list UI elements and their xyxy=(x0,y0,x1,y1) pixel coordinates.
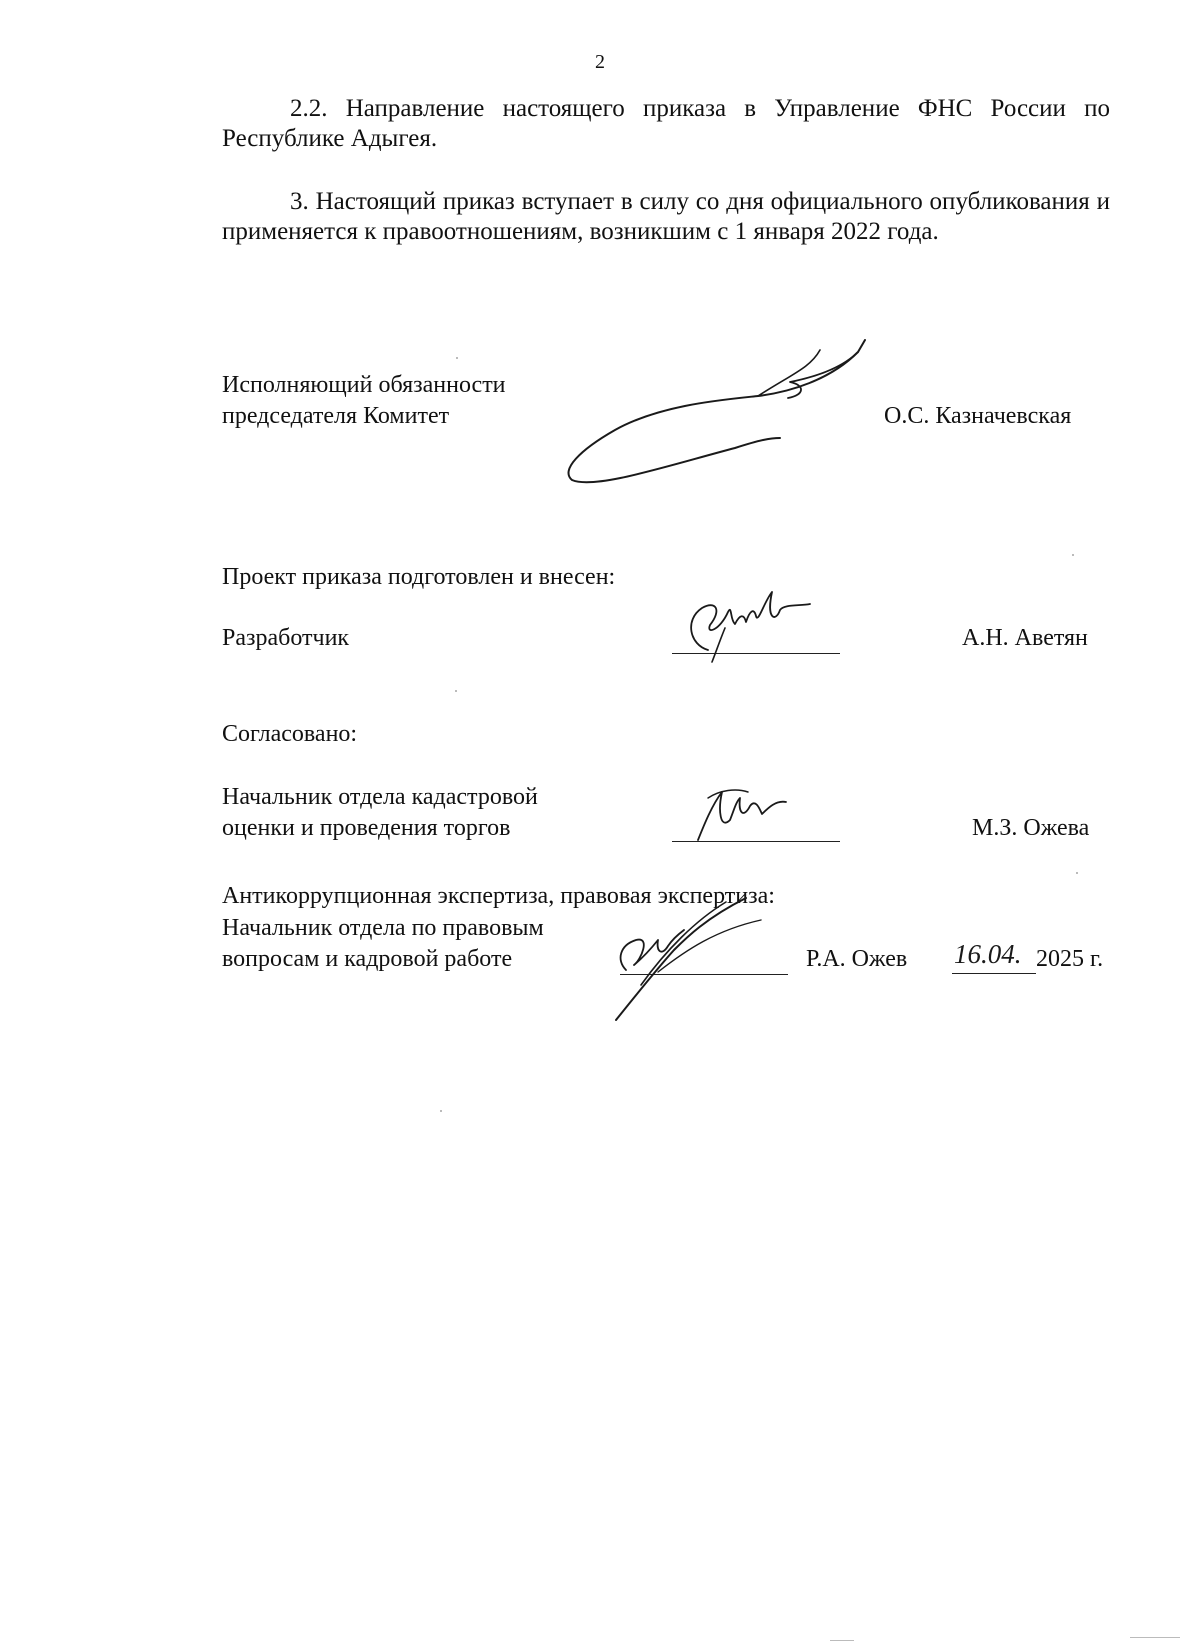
expertise-heading: Антикоррупционная экспертиза, правовая экспертиза: xyxy=(222,883,775,909)
agreed-heading: Согласовано: xyxy=(222,721,358,747)
scan-speck xyxy=(1130,1637,1180,1638)
scan-speck xyxy=(440,1110,442,1112)
handwritten-date: 16.04. xyxy=(954,939,1022,969)
expertise-name: Р.А. Ожев xyxy=(806,946,908,972)
signatory-title-line1: Исполняющий обязанности xyxy=(222,372,506,398)
expertise-role-line2: вопросам и кадровой работе xyxy=(222,946,513,972)
scan-speck xyxy=(455,690,457,692)
signature-chairman xyxy=(560,330,880,490)
signatory-title-line2: председателя Комитет xyxy=(222,403,450,429)
date-year: 2025 г. xyxy=(1036,946,1104,972)
scan-speck xyxy=(830,1640,854,1641)
page-number: 2 xyxy=(595,51,605,73)
signature-expertise xyxy=(596,890,776,1030)
agreed-role-line1: Начальник отдела кадастровой xyxy=(222,784,538,810)
prepared-heading: Проект приказа подготовлен и внесен: xyxy=(222,564,616,590)
agreed-role-line2: оценки и проведения торгов xyxy=(222,815,511,841)
prepared-role: Разработчик xyxy=(222,625,350,651)
signature-agreed xyxy=(690,780,810,850)
agreed-name: М.З. Ожева xyxy=(972,815,1090,841)
signatory-name: О.С. Казначевская xyxy=(884,403,1072,429)
prepared-name: А.Н. Аветян xyxy=(962,625,1088,651)
paragraph-3: 3. Настоящий приказ вступает в силу со дня официального опубликования и применяется к правоотношениям, возникшим с 1 января 2022 года. xyxy=(222,188,1110,245)
expertise-role-line1: Начальник отдела по правовым xyxy=(222,915,544,941)
date-underline xyxy=(952,973,1036,974)
scan-speck xyxy=(1072,554,1074,556)
signature-developer xyxy=(680,580,830,670)
scan-speck xyxy=(1076,872,1078,874)
paragraph-2-2: 2.2. Направление настоящего приказа в Управление ФНС России по Республике Адыгея. xyxy=(222,95,1110,152)
scan-speck xyxy=(456,357,458,359)
